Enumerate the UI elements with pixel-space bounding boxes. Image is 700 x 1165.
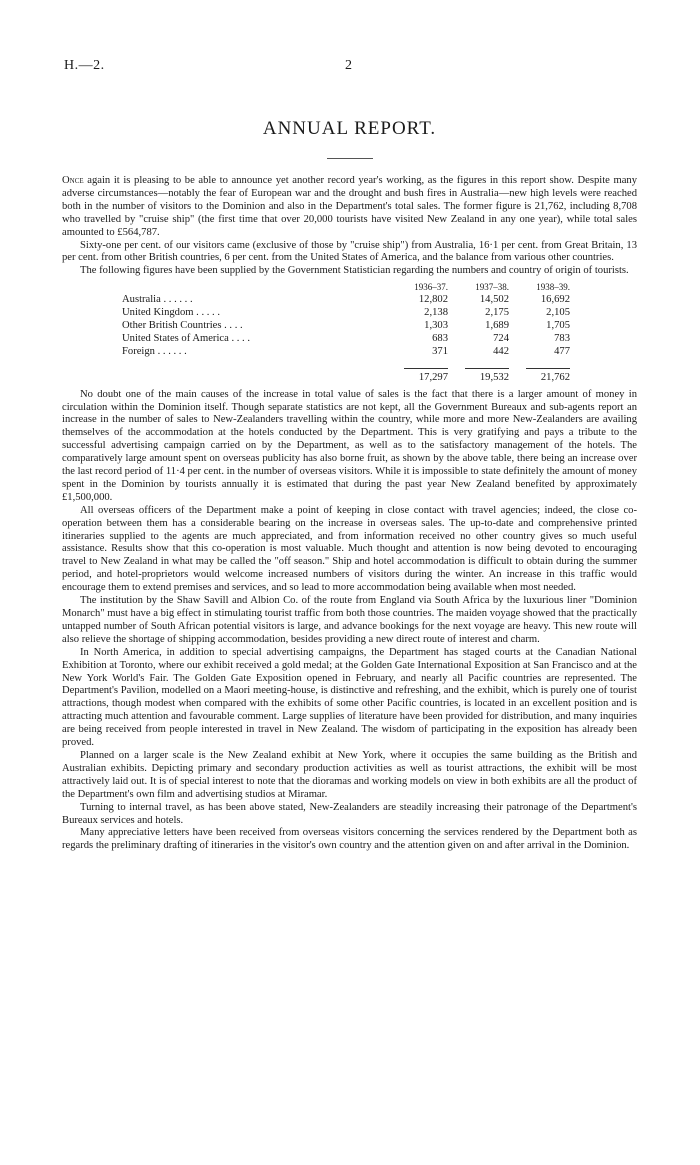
table-column-header: 1938–39. xyxy=(536,282,570,293)
tourist-origin-table xyxy=(122,281,570,384)
paragraph: The following figures have been supplied by the Government Statistician regarding the numbers and country of origin of tourists. xyxy=(80,265,629,277)
country-cell: United Kingdom . . . . . xyxy=(122,307,220,319)
page-number: 2 xyxy=(345,58,352,73)
paragraph xyxy=(62,175,637,240)
value-cell: 1,705 xyxy=(546,319,570,331)
paragraph: Turning to internal travel, as has been above stated, New-Zealanders are steadily increasing their patronage of the Department's Bureaux services and hotels. xyxy=(62,801,637,826)
value-cell: 16,692 xyxy=(540,294,570,306)
value-cell: 683 xyxy=(432,332,448,344)
paragraph: The institution by the Shaw Savill and Albion Co. of the route from England via South Africa by the luxurious liner "Dominion Monarch" must have a big effect in stimulating tourist traffic from both those countries. The maiden voyage showed that the practically untapped number of South African potential visitors is large, and advance bookings for the next voyage are heavy. This new route will also relieve the shortage of shipping accommodation, besides providing a new direct route of interest and charm. xyxy=(62,595,637,645)
value-cell: 477 xyxy=(554,345,570,357)
country-cell: United States of America . . . . xyxy=(122,332,250,344)
paragraph: In North America, in addition to special advertising campaigns, the Department has staged courts at the Canadian National Exhibition at Toronto, where our exhibit received a gold medal; at the Golden Gate International Exposition at San Francisco and at the New York World's Fair. The Golden Gate Exposition opened in February, and nearly all Pacific countries are represented. The Department's Pavilion, modelled on a Maori meeting-house, is distinctive and refreshing, and the exhibit, which is purely one of tourist attractions, though modest when compared with the exhibits of some other Pacific countries, is located in an excellent position and is attracting much attention and favourable comment. Large supplies of literature have been provided for distribution, and many inquiries are being received from people interested in travel in New Zealand. The wisdom of participating in the exposition has already been proved. xyxy=(62,646,637,749)
paragraph: Sixty-one per cent. of our visitors came (exclusive of those by "cruise ship") from Australia, 16·1 per cent. from Great Britain, 13 per cent. from other British countries, 6 per cent. from the United States of America, and the balance from various other countries. xyxy=(62,239,637,264)
document-page xyxy=(62,58,637,853)
value-cell: 371 xyxy=(432,345,448,357)
paragraph: Many appreciative letters have been received from overseas visitors concerning the services rendered by the Department both as regards the preliminary drafting of itineraries in the visitor's own country and the attention given on and after arrival in the Dominion. xyxy=(62,827,637,852)
value-cell: 2,138 xyxy=(424,307,448,319)
paragraph-lead-word: Once xyxy=(62,175,84,186)
value-cell: 442 xyxy=(493,345,509,357)
country-cell: Other British Countries . . . . xyxy=(122,319,243,331)
table-column-header: 1937–38. xyxy=(475,282,509,293)
country-cell: Australia . . . . . . xyxy=(122,294,193,306)
paragraph: All overseas officers of the Department make a point of keeping in close contact with travel agencies; indeed, the close co-operation between them has a considerable bearing on the increase in overseas sales. The up-to-date and comprehensive printed itineraries supplied to the agents are much appreciated, and from information received no other country gives so much useful assistance. Results show that this co-operation is most valuable. Much thought and attention is now being devoted to encouraging travel to New Zealand in what may be called the "off season." Ship and hotel accommodation is difficult to obtain during the summer period, and hotel-proprietors would welcome increased numbers of visitors during the winter. An increase in this traffic would encourage them to extend premises and services, and so lead to more accommodation being available when most needed. xyxy=(62,504,637,594)
value-cell: 1,689 xyxy=(485,319,509,331)
table-row xyxy=(122,320,570,333)
table-header-blank xyxy=(122,281,387,294)
value-cell: 2,105 xyxy=(546,307,570,319)
value-cell: 1,303 xyxy=(424,319,448,331)
country-cell: Foreign . . . . . . xyxy=(122,345,187,357)
value-cell: 783 xyxy=(554,332,570,344)
total-cell: 19,532 xyxy=(448,359,509,385)
table-column-header: 1936–37. xyxy=(414,282,448,293)
paragraph: Planned on a larger scale is the New Zealand exhibit at New York, where it occupies the same building as the British and Australian exhibits. Depicting primary and secondary production activities as well as tourist attractions, the exhibit will be most attractively laid out. It is of special interest to note that the dioramas and working models on view in both exhibits are all the product of the Department's own film and advertising studios at Miramar. xyxy=(62,749,637,800)
paragraph: No doubt one of the main causes of the increase in total value of sales is the fact that there is a larger amount of money in circulation within the Dominion itself. Though separate statistics are not kept, all the Government Bureaux and sub-agents report an increase in the number of sales to New-Zealanders travelling within the country, while more and more New-Zealanders are availing themselves of the accommodation at the hotels conducted by the Department. This is very gratifying and pays a tribute to the successful advertising campaign carried on by the Department, as well as to the satisfactory management of the hotels. The comparatively large amount spent on overseas publicity has also borne fruit, as shown by the above table, there being an increase over the last record period of 11·4 per cent. in the number of overseas visitors. While it is impossible to state definitely the amount of money spent in the Dominion by tourists annually it is estimated that during the past year New Zealand benefited by approximately £1,500,000. xyxy=(62,388,637,503)
value-cell: 2,175 xyxy=(485,307,509,319)
table-header-row xyxy=(122,281,570,294)
table-total-row xyxy=(122,359,570,385)
report-title: ANNUAL REPORT. xyxy=(262,118,437,139)
title-rule xyxy=(327,158,373,159)
value-cell: 12,802 xyxy=(418,294,448,306)
value-cell: 14,502 xyxy=(479,294,509,306)
paragraph-text: again it is pleasing to be able to announce yet another record year's working, as the figures in this report show. Despite many adverse circumstances—notably the fear of European war and the drought and bush fires in Australia—new high levels were reached both in the number of visitors to the Dominion and also in the Department's total sales. The former figure is 21,762, including 8,708 who travelled by "cruise ship" (the first time that over 20,000 tourists have visited New Zealand in any one year), while total sales amounted to £564,787. xyxy=(62,175,637,238)
total-label-blank xyxy=(122,359,387,385)
page-header xyxy=(62,58,637,80)
value-cell: 724 xyxy=(493,332,509,344)
table-row xyxy=(122,346,570,359)
table-row xyxy=(122,307,570,320)
total-cell: 17,297 xyxy=(387,359,448,385)
total-cell: 21,762 xyxy=(509,359,570,385)
document-reference: H.—2. xyxy=(64,58,105,73)
table-row xyxy=(122,294,570,307)
table-row xyxy=(122,333,570,346)
